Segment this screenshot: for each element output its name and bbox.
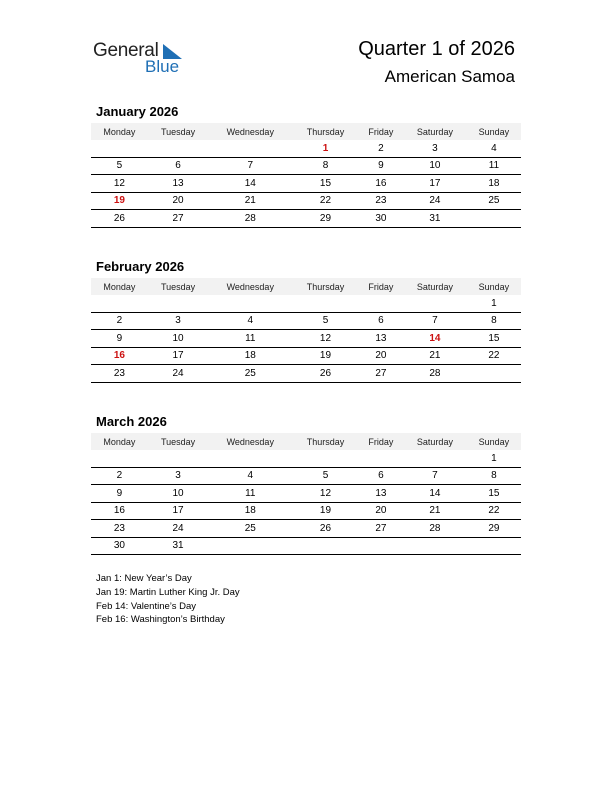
day-cell: 17: [148, 347, 209, 365]
day-cell: 19: [292, 502, 358, 520]
day-cell: 22: [467, 347, 521, 365]
day-cell: 6: [359, 312, 403, 330]
day-cell: 24: [148, 520, 209, 538]
day-cell: 27: [148, 210, 209, 228]
day-cell: [91, 295, 148, 312]
day-cell: 3: [403, 140, 467, 157]
day-cell: 24: [148, 365, 209, 383]
day-cell: [403, 295, 467, 312]
week-row: [91, 485, 521, 503]
day-cell: 18: [208, 347, 292, 365]
day-cell: [292, 450, 358, 467]
day-cell: 5: [91, 157, 148, 175]
day-cell: 4: [208, 312, 292, 330]
day-cell: [208, 537, 292, 555]
weekday-header: Saturday: [403, 433, 467, 450]
day-cell: 4: [208, 467, 292, 485]
day-cell: 4: [467, 140, 521, 157]
day-cell: 21: [403, 502, 467, 520]
day-cell: 13: [148, 175, 209, 193]
day-cell: 9: [359, 157, 403, 175]
day-cell: 13: [359, 330, 403, 348]
week-row: [91, 467, 521, 485]
week-row: [91, 365, 521, 383]
day-cell: 20: [359, 347, 403, 365]
day-cell: [403, 537, 467, 555]
week-row: [91, 450, 521, 467]
day-cell: 5: [292, 467, 358, 485]
day-cell: 7: [403, 467, 467, 485]
day-cell: [208, 295, 292, 312]
day-cell: [91, 450, 148, 467]
day-cell: 26: [292, 365, 358, 383]
weekday-header-row: [91, 278, 521, 295]
brand-name-general: General: [93, 40, 159, 61]
month-january: [91, 103, 521, 228]
day-cell: 9: [91, 330, 148, 348]
day-cell: 8: [467, 467, 521, 485]
day-cell: 28: [403, 365, 467, 383]
day-cell: 27: [359, 365, 403, 383]
day-cell: [148, 295, 209, 312]
weekday-header: Friday: [359, 278, 403, 295]
weekday-header: Tuesday: [148, 278, 209, 295]
weekday-header: Wednesday: [208, 433, 292, 450]
day-cell: 14: [403, 330, 467, 348]
week-row: [91, 520, 521, 538]
week-row: [91, 175, 521, 193]
day-cell: 12: [292, 485, 358, 503]
day-cell: 1: [467, 295, 521, 312]
day-cell: 10: [148, 330, 209, 348]
day-cell: 25: [208, 520, 292, 538]
day-cell: 17: [148, 502, 209, 520]
day-cell: 11: [208, 485, 292, 503]
day-cell: 31: [403, 210, 467, 228]
day-cell: 3: [148, 312, 209, 330]
weekday-header: Wednesday: [208, 123, 292, 140]
weekday-header: Friday: [359, 433, 403, 450]
week-row: [91, 347, 521, 365]
day-cell: 1: [292, 140, 358, 157]
day-cell: [292, 295, 358, 312]
weekday-header: Thursday: [292, 433, 358, 450]
weekday-header-row: [91, 123, 521, 140]
day-cell: 22: [292, 192, 358, 210]
day-cell: 1: [467, 450, 521, 467]
day-cell: 6: [148, 157, 209, 175]
weekday-header: Saturday: [403, 278, 467, 295]
day-cell: 28: [403, 520, 467, 538]
day-cell: [292, 537, 358, 555]
day-cell: 7: [403, 312, 467, 330]
day-cell: 27: [359, 520, 403, 538]
day-cell: 19: [292, 347, 358, 365]
weekday-header: Monday: [91, 278, 148, 295]
day-cell: 24: [403, 192, 467, 210]
day-cell: 14: [208, 175, 292, 193]
month-title: February 2026: [96, 259, 185, 274]
day-cell: 8: [292, 157, 358, 175]
day-cell: [208, 140, 292, 157]
day-cell: 16: [91, 502, 148, 520]
day-cell: 21: [403, 347, 467, 365]
day-cell: [403, 450, 467, 467]
weekday-header: Sunday: [467, 278, 521, 295]
day-cell: 23: [91, 365, 148, 383]
day-cell: 7: [208, 157, 292, 175]
month-title: March 2026: [96, 414, 167, 429]
day-cell: 31: [148, 537, 209, 555]
day-cell: [467, 365, 521, 383]
weekday-header: Wednesday: [208, 278, 292, 295]
day-cell: 21: [208, 192, 292, 210]
day-cell: 2: [359, 140, 403, 157]
day-cell: [148, 140, 209, 157]
day-cell: 18: [208, 502, 292, 520]
brand-logo: [93, 40, 193, 80]
day-cell: 18: [467, 175, 521, 193]
week-row: [91, 210, 521, 228]
day-cell: 2: [91, 312, 148, 330]
day-cell: 9: [91, 485, 148, 503]
weekday-header: Tuesday: [148, 433, 209, 450]
day-cell: 11: [208, 330, 292, 348]
weekday-header: Tuesday: [148, 123, 209, 140]
day-cell: 10: [403, 157, 467, 175]
day-cell: 15: [292, 175, 358, 193]
weekday-header: Friday: [359, 123, 403, 140]
day-cell: 8: [467, 312, 521, 330]
day-cell: [359, 537, 403, 555]
week-row: [91, 502, 521, 520]
week-row: [91, 537, 521, 555]
day-cell: 17: [403, 175, 467, 193]
day-cell: 12: [292, 330, 358, 348]
day-cell: 29: [467, 520, 521, 538]
day-cell: 23: [91, 520, 148, 538]
day-cell: [91, 140, 148, 157]
weekday-header: Thursday: [292, 278, 358, 295]
day-cell: 29: [292, 210, 358, 228]
calendar-grid: [91, 278, 521, 383]
holiday-notes: [96, 572, 240, 627]
weekday-header: Sunday: [467, 433, 521, 450]
page-subtitle: American Samoa: [384, 67, 515, 86]
week-row: [91, 330, 521, 348]
day-cell: 3: [148, 467, 209, 485]
day-cell: 25: [467, 192, 521, 210]
week-row: [91, 140, 521, 157]
day-cell: 20: [359, 502, 403, 520]
day-cell: 15: [467, 485, 521, 503]
day-cell: 16: [91, 347, 148, 365]
day-cell: [208, 450, 292, 467]
week-row: [91, 295, 521, 312]
holiday-note: Feb 16: Washington’s Birthday: [96, 614, 225, 626]
day-cell: 26: [91, 210, 148, 228]
weekday-header: Thursday: [292, 123, 358, 140]
day-cell: 28: [208, 210, 292, 228]
month-march: [91, 413, 521, 555]
day-cell: 11: [467, 157, 521, 175]
weekday-header: Monday: [91, 123, 148, 140]
day-cell: 5: [292, 312, 358, 330]
day-cell: 10: [148, 485, 209, 503]
day-cell: 16: [359, 175, 403, 193]
weekday-header: Sunday: [467, 123, 521, 140]
holiday-note: Jan 1: New Year’s Day: [96, 573, 192, 584]
day-cell: 13: [359, 485, 403, 503]
day-cell: [148, 450, 209, 467]
day-cell: 25: [208, 365, 292, 383]
brand-name-blue: Blue: [145, 57, 180, 76]
week-row: [91, 157, 521, 175]
week-row: [91, 192, 521, 210]
day-cell: [359, 450, 403, 467]
day-cell: 22: [467, 502, 521, 520]
week-row: [91, 312, 521, 330]
calendar-grid: [91, 433, 521, 555]
page-title: Quarter 1 of 2026: [358, 38, 515, 60]
holiday-note: Jan 19: Martin Luther King Jr. Day: [96, 586, 240, 598]
day-cell: 19: [91, 192, 148, 210]
day-cell: [467, 210, 521, 228]
day-cell: 30: [91, 537, 148, 555]
month-title: January 2026: [96, 104, 179, 119]
day-cell: 15: [467, 330, 521, 348]
day-cell: [467, 537, 521, 555]
day-cell: 12: [91, 175, 148, 193]
weekday-header: Saturday: [403, 123, 467, 140]
day-cell: [359, 295, 403, 312]
weekday-header-row: [91, 433, 521, 450]
day-cell: 14: [403, 485, 467, 503]
day-cell: 20: [148, 192, 209, 210]
day-cell: 2: [91, 467, 148, 485]
month-february: [91, 258, 521, 383]
day-cell: 30: [359, 210, 403, 228]
calendar-grid: [91, 123, 521, 228]
day-cell: 26: [292, 520, 358, 538]
weekday-header: Monday: [91, 433, 148, 450]
day-cell: 6: [359, 467, 403, 485]
holiday-note: Feb 14: Valentine’s Day: [96, 600, 196, 612]
day-cell: 23: [359, 192, 403, 210]
